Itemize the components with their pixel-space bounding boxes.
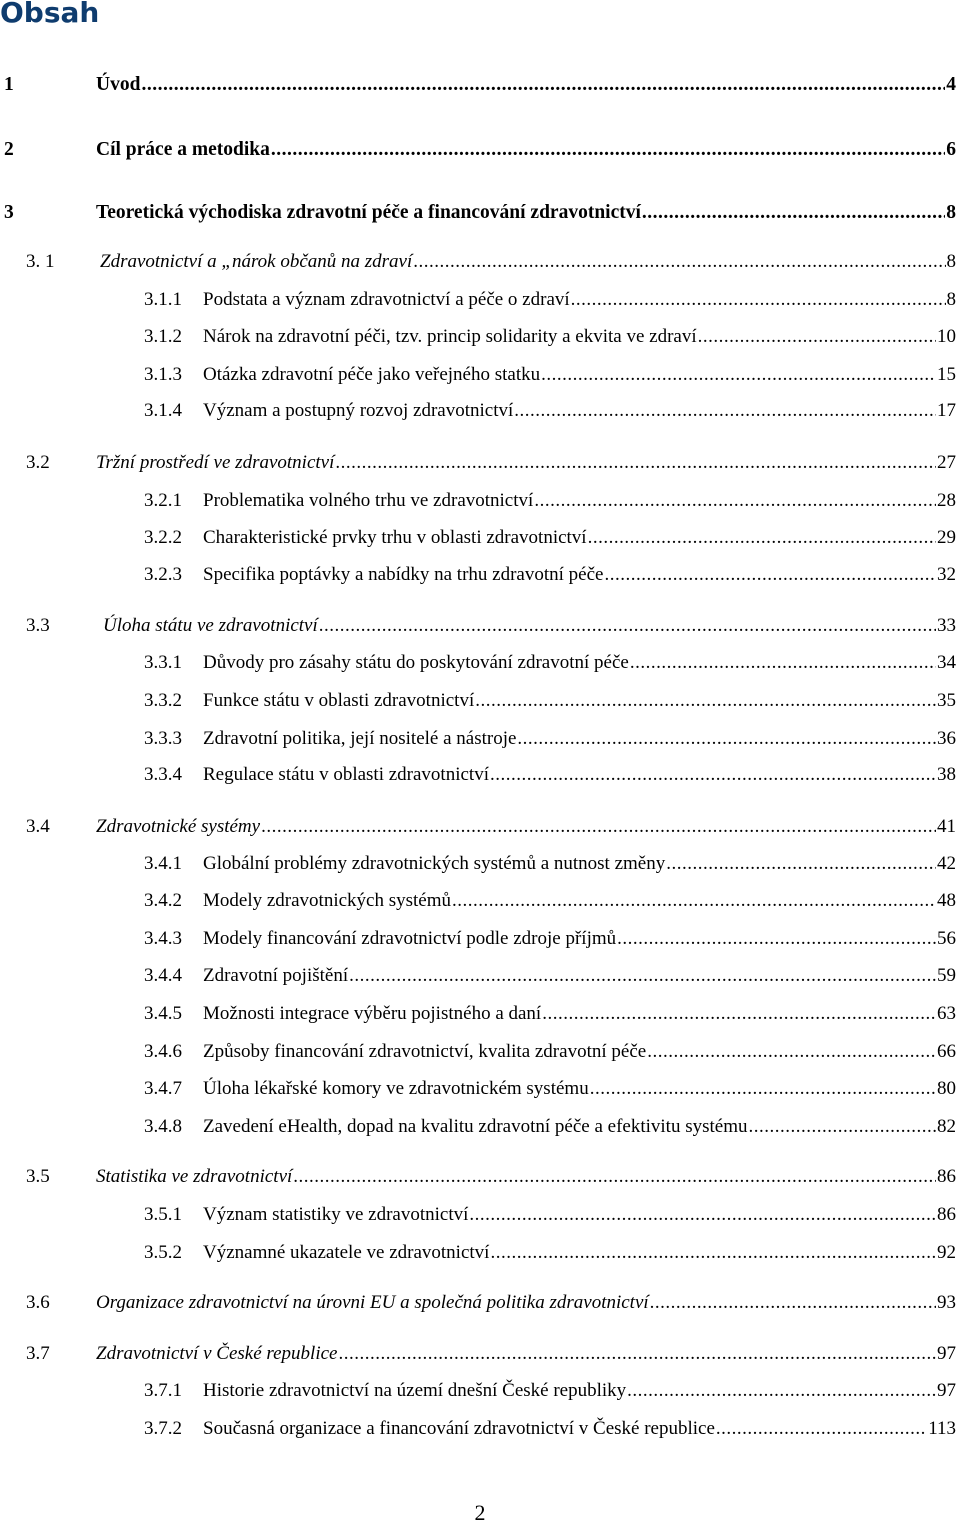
toc-entry-number: 3.2.2 (144, 527, 182, 548)
toc-leader-dots (604, 562, 936, 588)
toc-entry-title: Charakteristické prvky trhu v oblasti zdravotnictví (203, 527, 587, 548)
toc-entry-page: 35 (937, 690, 956, 711)
toc-entry-page: 34 (937, 652, 956, 673)
toc-entry-number: 3.5.1 (144, 1204, 182, 1225)
toc-entry-number: 3 (4, 202, 14, 223)
toc-entry-page: 36 (937, 728, 956, 749)
toc-entry-title: Organizace zdravotnictví na úrovni EU a společná politika zdravotnictví (96, 1292, 649, 1313)
toc-entry-number: 3.3.1 (144, 652, 182, 673)
toc-leader-dots (475, 688, 936, 714)
toc-entry[interactable] (144, 1076, 956, 1102)
toc-entry-title: Důvody pro zásahy státu do poskytování zdravotní péče (203, 652, 629, 673)
toc-entry-title: Modely financování zdravotnictví podle zdroje příjmů (203, 928, 617, 949)
toc-leader-dots (141, 72, 945, 98)
toc-entry-title: Úvod (96, 74, 141, 95)
toc-entry-number: 3.4.3 (144, 928, 182, 949)
toc-entry[interactable] (144, 963, 956, 989)
toc-entry-title: Cíl práce a metodika (96, 139, 270, 160)
toc-entry-number: 3.5 (26, 1166, 50, 1187)
toc-leader-dots (590, 1076, 936, 1102)
toc-entry-title: Současná organizace a financování zdravotnictví v České republice (203, 1418, 715, 1439)
toc-leader-dots (748, 1114, 936, 1140)
toc-entry-page: 97 (937, 1343, 956, 1364)
toc-entry-title: Nárok na zdravotní péči, tzv. princip solidarity a ekvita ve zdraví (203, 326, 697, 347)
toc-entry-title: Úloha lékařské komory ve zdravotnickém systému (203, 1078, 589, 1099)
toc-entry[interactable] (26, 1341, 956, 1367)
toc-entry-title: Zdravotní pojištění (203, 965, 349, 986)
toc-entry-page: 4 (946, 74, 956, 95)
toc-entry-page: 32 (937, 564, 956, 585)
toc-entry[interactable] (144, 362, 956, 388)
toc-entry-number: 3.1.2 (144, 326, 182, 347)
toc-entry[interactable] (144, 726, 956, 752)
toc-entry-number: 3.2.1 (144, 490, 182, 511)
toc-entry-page: 48 (937, 890, 956, 911)
toc-entry-title: Zavedení eHealth, dopad na kvalitu zdravotní péče a efektivitu systému (203, 1116, 748, 1137)
toc-entry-number: 3.3.3 (144, 728, 182, 749)
toc-entry-number: 3.4.6 (144, 1041, 182, 1062)
toc-entry[interactable] (144, 1378, 956, 1404)
toc-entry-title: Tržní prostředí ve zdravotnictví (96, 452, 335, 473)
toc-leader-dots (666, 851, 936, 877)
toc-entry-title: Význam a postupný rozvoj zdravotnictví (203, 400, 514, 421)
toc-leader-dots (517, 726, 936, 752)
toc-entry[interactable] (144, 1114, 956, 1140)
toc-entry-page: 27 (937, 452, 956, 473)
toc-entry-number: 3.1.3 (144, 364, 182, 385)
toc-entry-page: 63 (937, 1003, 956, 1024)
toc-entry-number: 3.5.2 (144, 1242, 182, 1263)
toc-leader-dots (647, 1039, 936, 1065)
toc-entry-title: Zdravotnictví a „nárok občanů na zdraví (100, 251, 413, 272)
toc-entry[interactable] (26, 249, 956, 275)
toc-entry-page: 10 (937, 326, 956, 347)
toc-entry[interactable] (144, 488, 956, 514)
toc-entry-title: Funkce státu v oblasti zdravotnictví (203, 690, 475, 711)
toc-entry[interactable] (144, 562, 956, 588)
toc-entry-number: 3.4.4 (144, 965, 182, 986)
toc-entry[interactable] (144, 1202, 956, 1228)
toc-entry[interactable] (26, 613, 956, 639)
toc-entry-page: 92 (937, 1242, 956, 1263)
toc-entry-number: 2 (4, 139, 14, 160)
toc-leader-dots (650, 1290, 936, 1316)
toc-leader-dots (293, 1164, 936, 1190)
toc-entry-page: 17 (937, 400, 956, 421)
toc-entry-number: 3.7 (26, 1343, 50, 1364)
toc-entry-page: 113 (928, 1418, 956, 1439)
toc-entry-page: 59 (937, 965, 956, 986)
toc-entry[interactable] (144, 1039, 956, 1065)
toc-entry-title: Specifika poptávky a nabídky na trhu zdravotní péče (203, 564, 604, 585)
toc-entry-number: 3.2.3 (144, 564, 182, 585)
toc-entry-number: 3.4.5 (144, 1003, 182, 1024)
toc-entry-page: 8 (946, 251, 956, 272)
toc-entry[interactable] (26, 1164, 956, 1190)
toc-leader-dots (261, 814, 936, 840)
toc-entry-number: 3.1.1 (144, 289, 182, 310)
toc-entry-title: Regulace státu v oblasti zdravotnictví (203, 764, 489, 785)
toc-entry[interactable] (144, 851, 956, 877)
toc-leader-dots (571, 287, 946, 313)
toc-leader-dots (349, 963, 936, 989)
toc-entry-title: Problematika volného trhu ve zdravotnictví (203, 490, 534, 511)
toc-leader-dots (542, 1001, 936, 1027)
toc-leader-dots (338, 1341, 936, 1367)
toc-entry[interactable] (144, 1001, 956, 1027)
toc-entry-number: 3. 1 (26, 251, 55, 272)
toc-leader-dots (490, 762, 936, 788)
toc-entry-page: 8 (946, 289, 956, 310)
toc-entry[interactable] (144, 926, 956, 952)
toc-entry[interactable] (26, 450, 956, 476)
toc-entry-number: 3.1.4 (144, 400, 182, 421)
toc-entry-number: 3.4.1 (144, 853, 182, 874)
toc-entry-page: 82 (937, 1116, 956, 1137)
toc-entry-number: 3.3.4 (144, 764, 182, 785)
toc-entry[interactable] (144, 650, 956, 676)
toc-entry-title: Podstata a význam zdravotnictví a péče o zdraví (203, 289, 570, 310)
toc-entry[interactable] (144, 888, 956, 914)
toc-entry-page: 97 (937, 1380, 956, 1401)
toc-entry[interactable] (144, 525, 956, 551)
toc-entry-page: 56 (937, 928, 956, 949)
toc-entry-page: 66 (937, 1041, 956, 1062)
toc-leader-dots (514, 398, 936, 424)
toc-entry-number: 3.2 (26, 452, 50, 473)
toc-entry-page: 28 (937, 490, 956, 511)
toc-entry-page: 42 (937, 853, 956, 874)
toc-entry-title: Zdravotnické systémy (96, 816, 261, 837)
toc-entry-page: 29 (937, 527, 956, 548)
toc-entry-page: 93 (937, 1292, 956, 1313)
toc-entry-page: 33 (937, 615, 956, 636)
toc-leader-dots (490, 1240, 936, 1266)
toc-entry-title: Modely zdravotnických systémů (203, 890, 452, 911)
toc-leader-dots (319, 613, 936, 639)
toc-entry[interactable] (144, 398, 956, 424)
toc-entry-page: 15 (937, 364, 956, 385)
toc-leader-dots (541, 362, 936, 388)
toc-entry-number: 3.7.1 (144, 1380, 182, 1401)
toc-entry-page: 86 (937, 1204, 956, 1225)
toc-entry-title: Způsoby financování zdravotnictví, kvalita zdravotní péče (203, 1041, 647, 1062)
toc-entry-title: Teoretická východiska zdravotní péče a financování zdravotnictví (96, 202, 641, 223)
toc-entry-title: Historie zdravotnictví na území dnešní České republiky (203, 1380, 627, 1401)
toc-entry[interactable] (4, 72, 956, 98)
toc-entry-title: Možnosti integrace výběru pojistného a daní (203, 1003, 542, 1024)
toc-entry-page: 6 (946, 139, 956, 160)
toc-entry-title: Statistika ve zdravotnictví (96, 1166, 293, 1187)
toc-entry[interactable] (144, 1416, 956, 1442)
toc-entry[interactable] (26, 814, 956, 840)
toc-entry[interactable] (4, 200, 956, 226)
toc-entry-number: 3.7.2 (144, 1418, 182, 1439)
toc-entry-title: Globální problémy zdravotnických systémů a nutnost změny (203, 853, 666, 874)
toc-entry-number: 3.4.7 (144, 1078, 182, 1099)
toc-leader-dots (716, 1416, 927, 1442)
toc-leader-dots (588, 525, 936, 551)
toc-entry-title: Zdravotnictví v České republice (96, 1343, 338, 1364)
toc-leader-dots (627, 1378, 936, 1404)
toc-entry-page: 41 (937, 816, 956, 837)
toc-entry-page: 86 (937, 1166, 956, 1187)
toc-entry-number: 1 (4, 74, 14, 95)
toc-entry[interactable] (26, 1290, 956, 1316)
toc-entry-title: Významné ukazatele ve zdravotnictví (203, 1242, 490, 1263)
toc-leader-dots (452, 888, 936, 914)
page-title: Obsah (0, 0, 100, 29)
toc-entry-number: 3.3.2 (144, 690, 182, 711)
toc-entry-number: 3.3 (26, 615, 50, 636)
toc-entry[interactable] (144, 762, 956, 788)
toc-leader-dots (271, 137, 945, 163)
toc-entry-title: Otázka zdravotní péče jako veřejného statku (203, 364, 541, 385)
toc-entry-page: 8 (946, 202, 956, 223)
toc-entry[interactable] (144, 688, 956, 714)
toc-leader-dots (469, 1202, 936, 1228)
toc-leader-dots (617, 926, 936, 952)
toc-entry-page: 80 (937, 1078, 956, 1099)
toc-leader-dots (413, 249, 945, 275)
toc-entry[interactable] (144, 287, 956, 313)
toc-leader-dots (534, 488, 936, 514)
toc-entry-title: Význam statistiky ve zdravotnictví (203, 1204, 469, 1225)
toc-entry[interactable] (144, 324, 956, 350)
page-number: 2 (474, 1500, 486, 1525)
toc-entry[interactable] (144, 1240, 956, 1266)
toc-leader-dots (698, 324, 936, 350)
toc-entry-number: 3.4.2 (144, 890, 182, 911)
toc-leader-dots (335, 450, 936, 476)
toc-entry[interactable] (4, 137, 956, 163)
toc-entry-page: 38 (937, 764, 956, 785)
toc-leader-dots (630, 650, 936, 676)
toc-entry-number: 3.4.8 (144, 1116, 182, 1137)
toc-entry-title: Úloha státu ve zdravotnictví (103, 615, 318, 636)
toc-entry-number: 3.4 (26, 816, 50, 837)
toc-entry-title: Zdravotní politika, její nositelé a nástroje (203, 728, 517, 749)
toc-entry-number: 3.6 (26, 1292, 50, 1313)
toc-leader-dots (642, 200, 945, 226)
